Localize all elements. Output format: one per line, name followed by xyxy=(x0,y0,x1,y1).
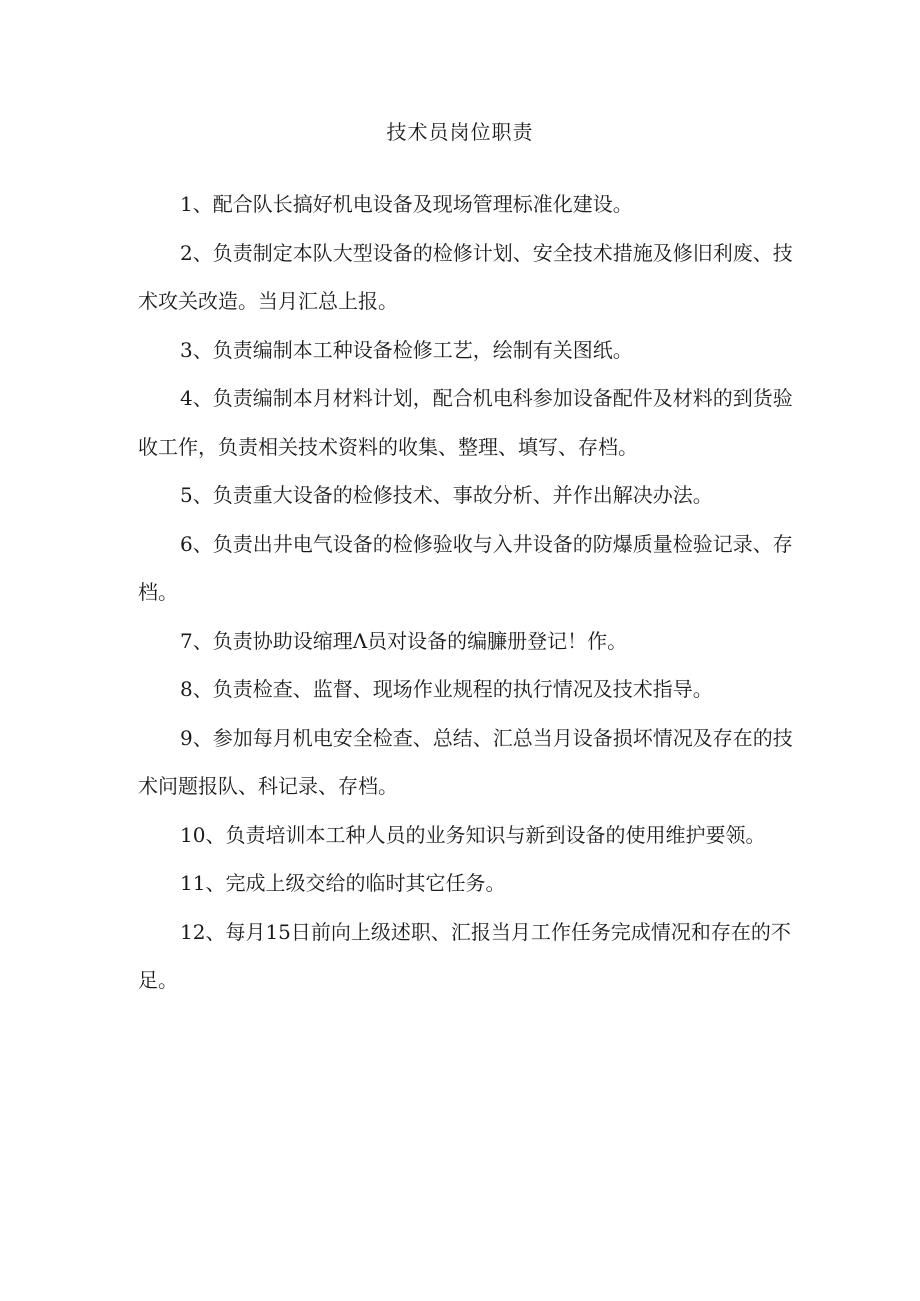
duty-item-6: 6、负责出井电气设备的检修验收与入井设备的防爆质量检验记录、存档。 xyxy=(138,531,793,604)
duty-item-9: 9、参加每月机电安全检查、总结、汇总当月设备损坏情况及存在的技术问题报队、科记录、存档。 xyxy=(138,725,793,798)
duty-item-5: 5、负责重大设备的检修技术、事故分析、并作出解决办法。 xyxy=(180,483,713,507)
document-title: 技术员岗位职责 xyxy=(386,120,534,144)
duty-item-7: 7、负责协助设缩理Λ员对设备的编臁册登记！作。 xyxy=(180,628,628,653)
duty-item-4: 4、负责编制本月材料计划，配合机电科参加设备配件及材料的到货验收工作，负责相关技术资料的收集、整理、填写、存档。 xyxy=(138,386,793,459)
duty-item-1: 1、配合队长搞好机电设备及现场管理标准化建设。 xyxy=(180,192,633,216)
duty-item-2: 2、负责制定本队大型设备的检修计划、安全技术措施及修旧利废、技术攻关改造。当月汇总上报。 xyxy=(138,240,793,313)
duties-list xyxy=(138,180,798,1005)
duty-item-8: 8、负责检查、监督、现场作业规程的执行情况及技术指导。 xyxy=(180,677,713,701)
duty-item-12: 12、每月15日前向上级述职、汇报当月工作任务完成情况和存在的不足。 xyxy=(138,919,791,992)
duty-item-11: 11、完成上级交给的临时其它任务。 xyxy=(180,871,506,895)
duty-item-10: 10、负责培训本工种人员的业务知识与新到设备的使用维护要领。 xyxy=(180,822,766,847)
duty-item-3: 3、负责编制本工种设备检修工艺，绘制有关图纸。 xyxy=(180,337,633,362)
